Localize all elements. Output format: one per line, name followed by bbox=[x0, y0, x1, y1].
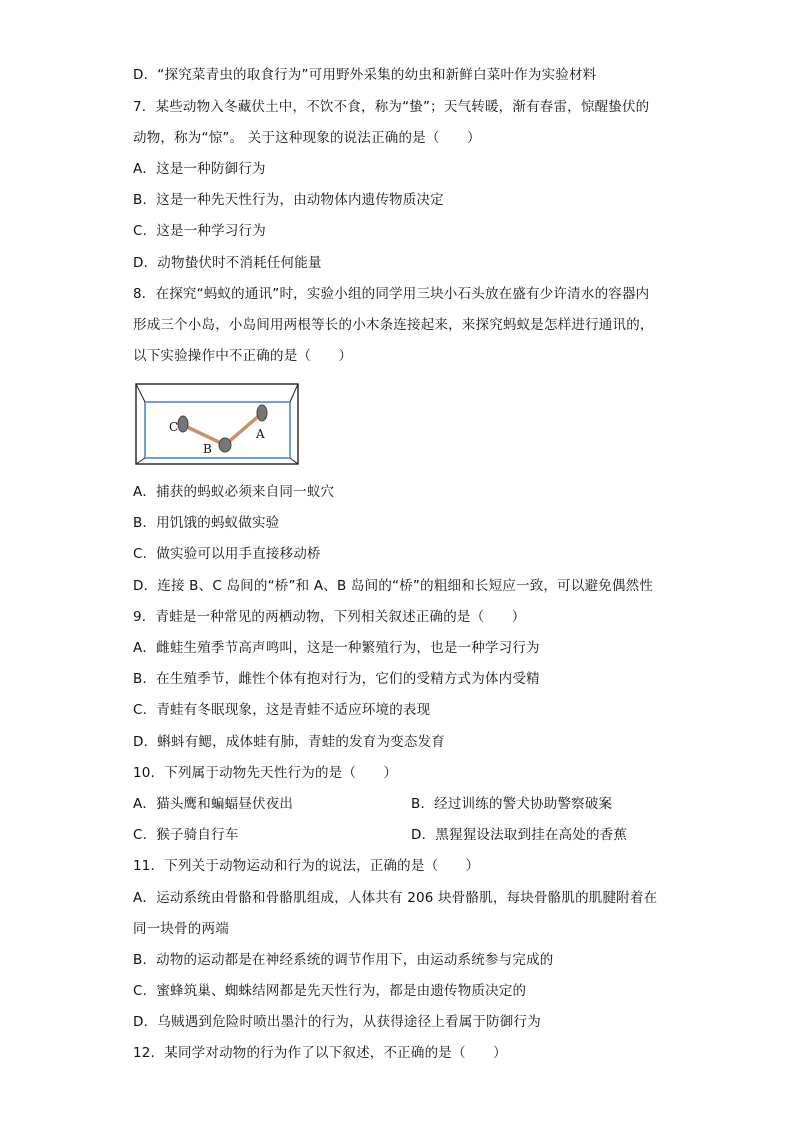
q10-stem: 10．下列属于动物先天性行为的是（ ） bbox=[133, 765, 398, 781]
q8-option-a: A．捕获的蚂蚁必须来自同一蚁穴 bbox=[133, 484, 335, 500]
label-b: B bbox=[203, 442, 212, 456]
island-b-stone bbox=[219, 438, 231, 452]
q7-option-b: B．这是一种先天性行为，由动物体内遗传物质决定 bbox=[133, 192, 444, 208]
q10-option-c: C．猴子骑自行车 bbox=[133, 827, 239, 843]
q9-option-b: B．在生殖季节，雌性个体有抱对行为，它们的受精方式为体内受精 bbox=[133, 671, 540, 687]
q8-stem-line3: 以下实验操作中不正确的是（ ） bbox=[133, 348, 353, 364]
q9-stem: 9．青蛙是一种常见的两栖动物，下列相关叙述正确的是（ ） bbox=[133, 609, 526, 625]
q9-option-d: D．蝌蚪有鳃，成体蛙有肺，青蛙的发育为变态发育 bbox=[133, 734, 445, 750]
container-water-frame bbox=[145, 402, 290, 458]
q7-option-c: C．这是一种学习行为 bbox=[133, 223, 266, 239]
q11-option-a-line2: 同一块骨的两端 bbox=[133, 921, 229, 937]
q11-stem: 11．下列关于动物运动和行为的说法，正确的是（ ） bbox=[133, 858, 480, 874]
q7-stem-line2: 动物，称为“惊”。 关于这种现象的说法正确的是（ ） bbox=[133, 130, 481, 146]
ant-island-diagram bbox=[135, 383, 299, 465]
q11-option-d: D．乌贼遇到危险时喷出墨汁的行为，从获得途径上看属于防御行为 bbox=[133, 1014, 541, 1030]
q8-stem-line1: 8．在探究“蚂蚁的通讯”时，实验小组的同学用三块小石头放在盛有少许清水的容器内 bbox=[133, 286, 650, 302]
q8-option-d: D．连接 B、C 岛间的“桥”和 A、B 岛间的“桥”的粗细和长短应一致，可以避免偶然性 bbox=[133, 578, 654, 594]
q8-stem-line2: 形成三个小岛，小岛间用两根等长的小木条连接起来，来探究蚂蚁是怎样进行通讯的， bbox=[133, 317, 654, 333]
q6-option-d: D．“探究菜青虫的取食行为”可用野外采集的幼虫和新鲜白菜叶作为实验材料 bbox=[133, 67, 597, 83]
q10-option-a: A．猫头鹰和蝙蝠昼伏夜出 bbox=[133, 796, 294, 812]
q9-option-a: A．雌蛙生殖季节高声鸣叫，这是一种繁殖行为，也是一种学习行为 bbox=[133, 640, 540, 656]
q9-option-c: C．青蛙有冬眠现象，这是青蛙不适应环境的表现 bbox=[133, 702, 431, 718]
q10-row1 bbox=[133, 794, 293, 814]
q7-option-d: D．动物蛰伏时不消耗任何能量 bbox=[133, 255, 322, 271]
q11-option-a-line1: A．运动系统由骨骼和骨骼肌组成，人体共有 206 块骨骼肌，每块骨骼肌的肌腱附着在 bbox=[133, 890, 658, 906]
q11-option-b: B．动物的运动都是在神经系统的调节作用下，由运动系统参与完成的 bbox=[133, 952, 554, 968]
label-c: C bbox=[169, 420, 179, 434]
q11-option-c: C．蜜蜂筑巢、蜘蛛结网都是先天性行为，都是由遗传物质决定的 bbox=[133, 983, 527, 999]
island-a-stone bbox=[257, 405, 267, 421]
q8-option-b: B．用饥饿的蚂蚁做实验 bbox=[133, 515, 280, 531]
q7-stem-line1: 7．某些动物入冬藏伏土中，不饮不食，称为“蛰”；天气转暖，渐有春雷，惊醒蛰伏的 bbox=[133, 99, 650, 115]
label-a: A bbox=[256, 427, 265, 441]
q12-stem: 12．某同学对动物的行为作了以下叙述，不正确的是（ ） bbox=[133, 1045, 507, 1061]
q10-option-b: B．经过训练的警犬协助警察破案 bbox=[411, 796, 613, 812]
q7-option-a: A．这是一种防御行为 bbox=[133, 161, 266, 177]
q8-option-c: C．做实验可以用手直接移动桥 bbox=[133, 546, 321, 562]
island-c-stone bbox=[178, 416, 188, 432]
q10-option-d: D．黑猩猩设法取到挂在高处的香蕉 bbox=[411, 827, 628, 843]
